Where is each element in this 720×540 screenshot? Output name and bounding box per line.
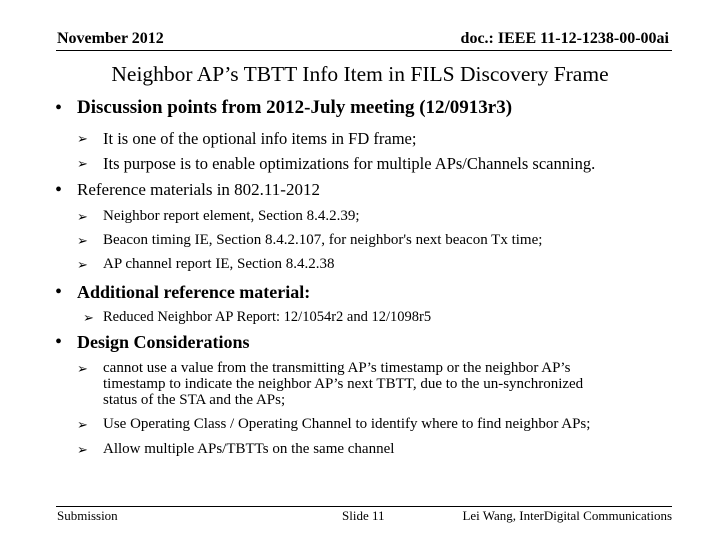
- arrow-icon: ➢: [77, 258, 88, 273]
- footer-submission: Submission: [57, 508, 118, 523]
- arrow-icon: ➢: [77, 362, 88, 377]
- header-rule: [56, 50, 672, 51]
- arrow-icon: ➢: [77, 234, 88, 249]
- bullet-reference-materials: Reference materials in 802.11-2012: [77, 180, 320, 199]
- bullet-design-considerations: Design Considerations: [77, 332, 250, 352]
- bullet-discussion-points: Discussion points from 2012-July meeting (12/0913r3): [77, 97, 513, 118]
- footer-author: Lei Wang, InterDigital Communications: [462, 508, 672, 523]
- sub-item: Its purpose is to enable optimizations for multiple APs/Channels scanning.: [103, 154, 596, 173]
- bullet-dot: •: [55, 331, 63, 353]
- bullet-dot: •: [55, 97, 63, 119]
- header-date: November 2012: [57, 30, 164, 47]
- sub-item: Use Operating Class / Operating Channel to identify where to find neighbor APs;: [103, 416, 591, 432]
- footer-rule: [56, 506, 672, 507]
- sub-item: AP channel report IE, Section 8.4.2.38: [103, 256, 335, 272]
- bullet-dot: •: [55, 179, 63, 201]
- sub-item: It is one of the optional info items in FD frame;: [103, 129, 417, 148]
- header-doc-id: doc.: IEEE 11-12-1238-00-00ai: [460, 30, 669, 47]
- bullet-additional-reference: Additional reference material:: [77, 282, 311, 302]
- sub-item-continued: status of the STA and the APs;: [103, 392, 286, 408]
- sub-item-continued: timestamp to indicate the neighbor AP’s next TBTT, due to the un-synchronized: [103, 376, 584, 392]
- arrow-icon: ➢: [77, 210, 88, 225]
- arrow-icon: ➢: [77, 132, 88, 147]
- sub-item: Allow multiple APs/TBTTs on the same channel: [103, 441, 395, 457]
- sub-item: cannot use a value from the transmitting AP’s timestamp or the neighbor AP’s: [103, 360, 571, 376]
- bullet-dot: •: [55, 281, 63, 303]
- arrow-icon: ➢: [83, 311, 94, 326]
- slide-title: Neighbor AP’s TBTT Info Item in FILS Discovery Frame: [111, 62, 609, 86]
- arrow-icon: ➢: [77, 157, 88, 172]
- footer-slide-number: Slide 11: [342, 508, 385, 523]
- sub-item: Reduced Neighbor AP Report: 12/1054r2 and 12/1098r5: [103, 309, 432, 325]
- sub-item: Beacon timing IE, Section 8.4.2.107, for neighbor's next beacon Tx time;: [103, 232, 543, 248]
- arrow-icon: ➢: [77, 443, 88, 458]
- arrow-icon: ➢: [77, 418, 88, 433]
- sub-item: Neighbor report element, Section 8.4.2.39;: [103, 208, 360, 224]
